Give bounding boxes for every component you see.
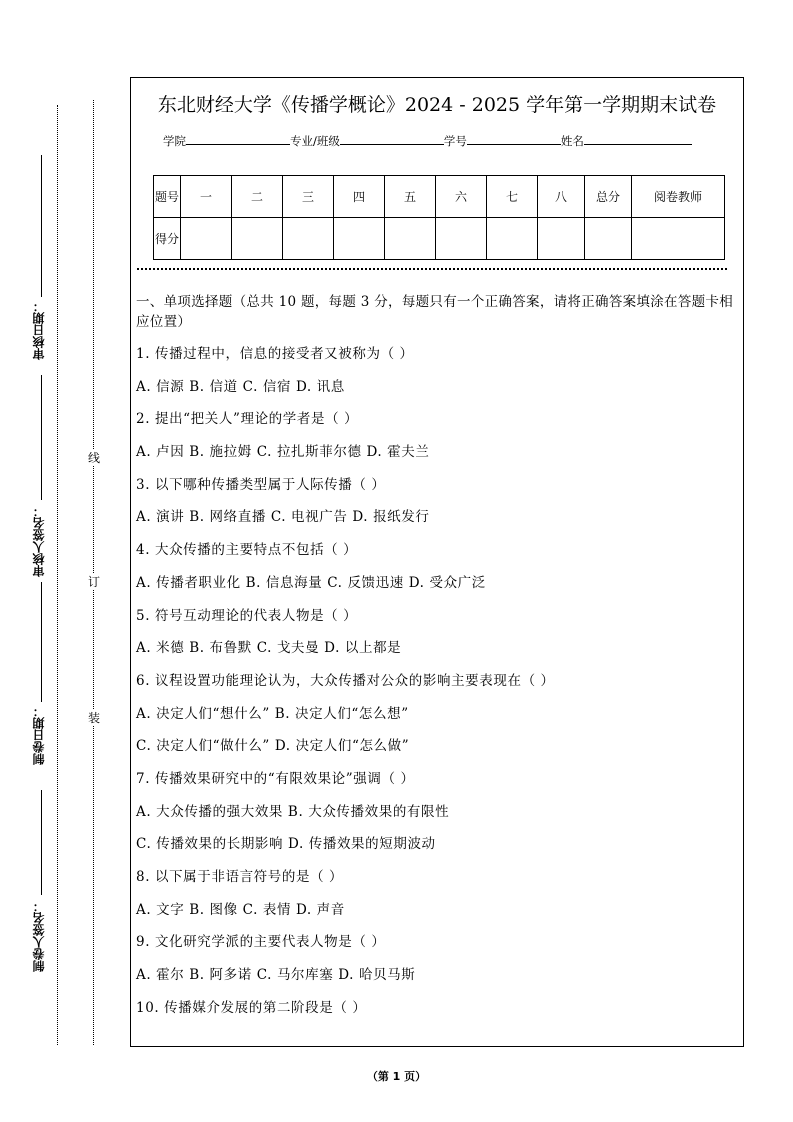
- binding-char-line: 线: [88, 451, 101, 465]
- binding-char-bind: 订: [88, 575, 101, 589]
- col-header: 七: [487, 176, 538, 218]
- reviewer-date-line[interactable]: [41, 155, 42, 297]
- score-cell[interactable]: [181, 218, 232, 260]
- row-label-score: 得分: [154, 218, 181, 260]
- maker-sign-label: 制卷人签名：: [32, 900, 46, 972]
- col-header: 二: [232, 176, 283, 218]
- question-line: 8. 以下属于非语言符号的是（ ）: [136, 869, 344, 885]
- section-1-content: [136, 292, 740, 1030]
- question-line: 2. 提出“把关人”理论的学者是（ ）: [136, 411, 359, 428]
- score-cell-reviewer[interactable]: [632, 218, 725, 260]
- student-id-label: 学号: [443, 134, 467, 148]
- college-label: 学院: [163, 134, 186, 148]
- score-cell[interactable]: [538, 218, 585, 260]
- option-line: A. 卢因 B. 施拉姆 C. 拉扎斯菲尔德 D. 霍夫兰: [136, 444, 430, 461]
- question-line: 3. 以下哪种传播类型属于人际传播（ ）: [136, 476, 386, 493]
- score-cell[interactable]: [232, 218, 283, 260]
- page-number: （第 1 页）: [366, 1070, 427, 1083]
- college-field[interactable]: [186, 132, 290, 145]
- question-line: 6. 议程设置功能理论认为，大众传播对公众的影响主要表现在（ ）: [136, 672, 555, 689]
- option-line: A. 演讲 B. 网络直播 C. 电视广告 D. 报纸发行: [136, 509, 430, 526]
- question-line: 1. 传播过程中，信息的接受者又被称为（ ）: [136, 346, 414, 362]
- header-separator: [137, 268, 727, 270]
- option-line: A. 文字 B. 图像 C. 表情 D. 声音: [136, 901, 345, 918]
- outer-dotted-line: [57, 105, 58, 1045]
- option-line: C. 传播效果的长期影响 D. 传播效果的短期波动: [136, 836, 436, 853]
- major-label: 专业/班级: [290, 134, 340, 148]
- col-header: 八: [538, 176, 585, 218]
- col-header: 一: [181, 176, 232, 218]
- col-header: 五: [385, 176, 436, 218]
- col-header: 四: [334, 176, 385, 218]
- row-label-question-no: 题号: [154, 176, 181, 218]
- section-1-heading: 一、单项选择题（总共 10 题，每题 3 分，每题只有一个正确答案，请将正确答案填涂在答题卡相应位置）: [136, 294, 734, 330]
- maker-sign-line[interactable]: [41, 790, 42, 895]
- question-line: 9. 文化研究学派的主要代表人物是（ ）: [136, 934, 386, 951]
- question-line: 5. 符号互动理论的代表人物是（ ）: [136, 607, 358, 624]
- option-line: A. 传播者职业化 B. 信息海量 C. 反馈迅速 D. 受众广泛: [136, 574, 486, 591]
- maker-date-line[interactable]: [41, 582, 42, 702]
- question-line: 10. 传播媒介发展的第二阶段是（ ）: [136, 999, 367, 1016]
- option-line: A. 米德 B. 布鲁默 C. 戈夫曼 D. 以上都是: [136, 640, 402, 657]
- question-line: 4. 大众传播的主要特点不包括（ ）: [136, 542, 358, 559]
- option-line: A. 决定人们“想什么” B. 决定人们“怎么想”: [136, 705, 409, 722]
- maker-date-label: 制卷日期：: [32, 705, 46, 765]
- exam-title: 东北财经大学《传播学概论》2024 - 2025 学年第一学期期末试卷: [157, 94, 717, 116]
- score-cell[interactable]: [487, 218, 538, 260]
- name-label: 姓名: [560, 134, 584, 148]
- exam-paper-box: [130, 77, 744, 1047]
- col-header-total: 总分: [585, 176, 632, 218]
- option-line: C. 决定人们“做什么” D. 决定人们“怎么做”: [136, 738, 410, 755]
- score-cell[interactable]: [283, 218, 334, 260]
- inner-dotted-line: [93, 100, 94, 1045]
- score-cell[interactable]: [334, 218, 385, 260]
- student-info-row: [163, 132, 692, 149]
- reviewer-date-label: 审核日期：: [32, 300, 46, 360]
- score-cell[interactable]: [385, 218, 436, 260]
- option-line: A. 霍尔 B. 阿多诺 C. 马尔库塞 D. 哈贝马斯: [136, 967, 416, 984]
- name-field[interactable]: [584, 132, 692, 145]
- major-field[interactable]: [340, 132, 444, 145]
- score-table: [153, 175, 725, 260]
- col-header: 三: [283, 176, 334, 218]
- binding-char-seal: 装: [88, 711, 101, 725]
- score-cell[interactable]: [436, 218, 487, 260]
- student-id-field[interactable]: [467, 132, 561, 145]
- reviewer-sign-label: 审核人签名：: [32, 505, 46, 577]
- option-line: A. 信源 B. 信道 C. 信宿 D. 讯息: [136, 378, 345, 395]
- col-header: 六: [436, 176, 487, 218]
- col-header-reviewer: 阅卷教师: [632, 176, 725, 218]
- question-line: 7. 传播效果研究中的“有限效果论”强调（ ）: [136, 770, 415, 787]
- reviewer-sign-line[interactable]: [41, 375, 42, 500]
- score-cell-total[interactable]: [585, 218, 632, 260]
- option-line: A. 大众传播的强大效果 B. 大众传播效果的有限性: [136, 803, 450, 820]
